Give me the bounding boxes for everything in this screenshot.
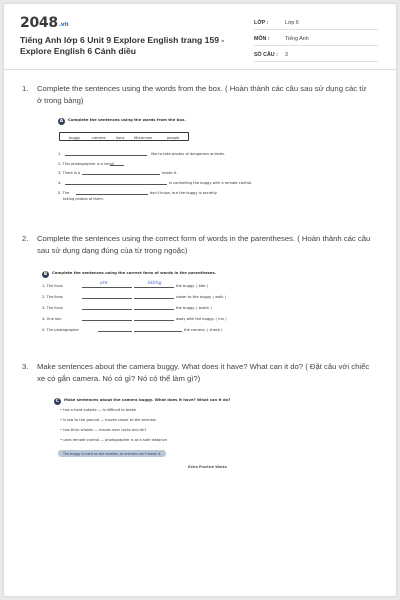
sentence-start: One lion [46, 317, 62, 321]
sentence-row [42, 317, 252, 321]
answer-blank[interactable] [82, 170, 160, 175]
meta-value: 3 [285, 52, 288, 58]
answer-blank[interactable] [110, 161, 124, 166]
sentence-row [42, 281, 252, 288]
word-box-item: people [167, 135, 180, 140]
sentence-row [58, 191, 258, 195]
answer-blank[interactable] [98, 327, 132, 332]
sentence-row [42, 306, 252, 310]
word-box-item: camera [92, 135, 106, 140]
sentence-start: The photographer [46, 328, 79, 332]
sentence-number: 4. [42, 317, 46, 321]
exercise-badge: B [43, 272, 48, 277]
answer-blank[interactable] [82, 294, 132, 299]
bullet-item: • is low to the ground — moves closer to the animals [60, 418, 156, 422]
meta-row-question-count [254, 47, 378, 62]
question-text: Make sentences about the camera buggy. What does it have? What can it do? ( Đặt câu với chiếc xe có gắn camera. Nó có gì? Nó có thể làm gì?) [37, 362, 370, 383]
sentence-end: don't know, but the buggy is secretly [150, 191, 217, 195]
sentence-row [58, 171, 258, 175]
meta-row-class [254, 15, 378, 30]
bullet-text: has thick wheels — moves over rocks and dirt [63, 428, 146, 432]
bullet-text: is low to the ground — moves closer to the animals [63, 418, 156, 422]
answer-blank[interactable] [134, 305, 174, 310]
question-text: Complete the sentences using the words from the box. ( Hoàn thành các câu sau sử dụng các từ ở trong bảng) [37, 84, 367, 105]
exercise-heading [42, 270, 216, 278]
answer-blank[interactable] [134, 316, 174, 321]
sentence-number: 5. [42, 328, 46, 332]
meta-key: LỚP : [254, 20, 269, 26]
exercise-b-image [42, 270, 252, 340]
sentence-start: The lions [46, 295, 63, 299]
answer-blank[interactable] [134, 327, 182, 332]
word-box-item: McLennan [134, 135, 153, 140]
sentence-start: The [62, 191, 70, 195]
document-title: Tiếng Anh lớp 6 Unit 9 Explore English trang 159 - Explore English 6 Cánh diều [20, 35, 225, 56]
exercise-heading [54, 397, 230, 405]
exercise-heading-text: Complete the sentences using the correct form of words in the parentheses. [52, 270, 217, 275]
question-text: Complete the sentences using the correct form of words in the parentheses. ( Hoàn thành các câu sau sử dụng dạng đúng của từ trong ngoặc) [37, 234, 371, 255]
meta-key: SỐ CÂU : [254, 52, 278, 58]
logo-text: 2048 [20, 15, 58, 31]
bullet-item: • has a hard outside — is difficult to break [60, 408, 137, 412]
sentence-end: closer to the buggy. ( walk ) [176, 295, 226, 299]
page-header [4, 4, 396, 70]
bullet-text: has a hard outside — is difficult to break [63, 408, 137, 412]
sentence-number: 2. [42, 295, 46, 299]
meta-value: Tiếng Anh [285, 36, 309, 42]
sentence-number: 5. [58, 191, 62, 195]
answer-blank[interactable] [82, 305, 132, 310]
sentence-end: away with the buggy. ( run ) [176, 317, 227, 321]
site-logo[interactable] [20, 15, 68, 31]
sentence-end: the buggy. ( bite ) [176, 284, 209, 288]
sentence-wrap: taking photos of them. [63, 197, 104, 201]
sentence-number: 4. [58, 181, 62, 185]
bullet-item: • uses remote control — photographer is at a safe distance [60, 438, 167, 442]
bullet-item: • has thick wheels — moves over rocks and dirt [60, 428, 146, 432]
sentence-start: The lions [46, 284, 63, 288]
handwritten-answer: are [100, 281, 108, 286]
sentence-start: This photographer is a small [62, 162, 114, 166]
handwritten-answer: biting [148, 281, 162, 286]
answer-blank[interactable] [65, 180, 167, 185]
exercise-footer: Extra Practice Works [188, 465, 227, 469]
question-number: 2. [22, 234, 29, 243]
sentence-start: The lions [46, 306, 63, 310]
sentence-end: is controlling the buggy with a remote control. [169, 181, 253, 185]
exercise-a-image [58, 117, 258, 212]
meta-row-subject [254, 31, 378, 46]
word-box-item: lions [116, 135, 125, 140]
question-number: 3. [22, 362, 29, 371]
sentence-row [42, 328, 252, 332]
word-box-item: buggy [69, 135, 81, 140]
sentence-row [42, 295, 252, 299]
meta-value: Lớp 6 [285, 20, 299, 26]
sentence-end: the camera. ( check ) [184, 328, 223, 332]
exercise-c-image [54, 397, 274, 477]
sentence-row [58, 181, 258, 185]
sentence-end: inside it. [162, 171, 178, 175]
logo-tld: .vn [58, 21, 69, 28]
word-box [59, 132, 189, 141]
question-number: 1. [22, 84, 29, 93]
answer-blank[interactable] [82, 316, 132, 321]
sentence-number: 2. [58, 162, 62, 166]
sentence-number: 1. [42, 284, 46, 288]
sentence-number: 1. [58, 152, 62, 156]
sentence-number: 3. [42, 306, 46, 310]
meta-key: MÔN : [254, 36, 270, 42]
document-page [4, 4, 396, 596]
answer-blank[interactable] [76, 190, 148, 195]
sentence-row [58, 152, 258, 156]
sentence-end: like to take photos of dangerous animals. [151, 152, 226, 156]
exercise-heading [58, 117, 186, 125]
bullet-text: uses remote control — photographer is at a safe distance [63, 438, 167, 442]
exercise-badge: C [55, 399, 60, 404]
exercise-heading-text: Complete the sentences using the words from the box. [68, 117, 186, 122]
exercise-badge: A [59, 119, 64, 124]
answer-blank[interactable] [134, 294, 174, 299]
exercise-heading-text: Make sentences about the camera buggy. What does it have? What can it do? [64, 397, 231, 402]
answer-blank[interactable] [65, 151, 147, 156]
sentence-end: the buggy. ( watch ) [176, 306, 212, 310]
sentence-start: There is a [62, 171, 81, 175]
sentence-number: 3. [58, 171, 62, 175]
sentence-row [58, 162, 258, 166]
example-sentence: The buggy is hard on the outside, so animals can't break it. [58, 450, 166, 457]
